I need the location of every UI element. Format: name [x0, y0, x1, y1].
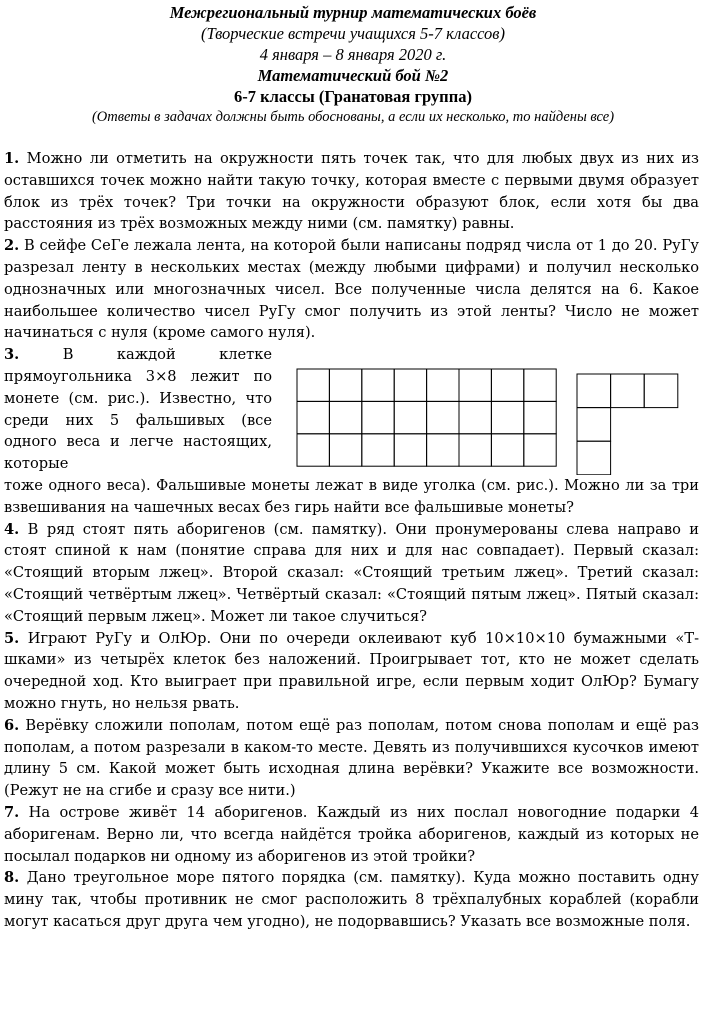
grid-cell — [394, 401, 426, 433]
grid-cell — [297, 434, 329, 466]
problem-1 — [4, 148, 699, 235]
grid-cell — [459, 369, 491, 401]
grid-cell — [297, 369, 329, 401]
grid-cell — [362, 369, 394, 401]
problem-number: 4. — [4, 520, 20, 538]
grid-cell — [491, 434, 523, 466]
problem-2 — [4, 235, 699, 344]
grid-cell — [524, 401, 556, 433]
grid-cell — [524, 434, 556, 466]
fake-coins-corner-figure — [576, 373, 680, 475]
corner-cell — [644, 374, 678, 408]
problems-list — [4, 148, 699, 933]
problem-text: В каждой клетке прямоугольника 3×8 лежит по монете (см. рис.). Известно, что среди них 5 фальшивых (все одного веса и легче настоящих, которые — [4, 346, 273, 473]
grid-cell — [329, 434, 361, 466]
problem-number: 3. — [4, 346, 20, 364]
grid-cell — [524, 369, 556, 401]
answers-note: (Ответы в задачах должны быть обоснованы, а если их несколько, то найдены все) — [91, 109, 615, 125]
problem-number: 1. — [4, 150, 20, 167]
problem-text: На острове живёт 14 аборигенов. Каждый из них послал новогодние подарки 4 аборигенам. Верно ли, что всегда найдётся тройка аборигенов, каждый из которых не посылал подарков ни одному из аборигенов из этой тройки? — [4, 803, 700, 865]
problem-7 — [4, 802, 699, 867]
problem-text: Можно ли отметить на окружности пять точек так, что для любых двух из них из оставшихся точек можно найти такую точку, которая вместе с первыми двумя образует блок из трёх точек? Три точки на окружности образуют блок, если хотя бы два расстояния из трёх возможных между ними (см. памятку) равны. — [4, 150, 699, 233]
problem-number: 6. — [4, 716, 20, 734]
problem-6 — [4, 715, 699, 802]
corner-cell — [577, 374, 611, 408]
grid-cell — [459, 434, 491, 466]
problem-text: В ряд стоят пять аборигенов (см. памятку). Они пронумерованы слева направо и стоят спиной к нам (понятие справа для них и для нас совпадает). Первый сказал: «Стоящий вторым лжец». Второй сказал: «Стоящий третьим лжец». Третий сказал: «Стоящий четвёртым лжец». Четвёртый сказал: «Стоящий пятым лжец». Пятый сказал: «Стоящий первым лжец». Может ли такое случиться? — [4, 520, 699, 625]
grid-cell — [362, 401, 394, 433]
coin-grid-figure — [296, 368, 558, 470]
document-header — [0, 2, 706, 127]
problem-4 — [4, 519, 699, 628]
problem-3-continued: тоже одного веса). Фальшивые монеты лежат в виде уголка (см. рис.). Можно ли за три взвешивания на чашечных весах без гирь найти все фальшивые монеты? — [4, 476, 699, 516]
problem-text: Дано треугольное море пятого порядка (см. памятку). Куда можно поставить одну мину так, чтобы противник не смог расположить 8 трёхпалубных кораблей (корабли могут касаться друг друга чем угодно), не подорвавшись? Указать все возможные поля. — [4, 869, 699, 930]
grid-cell — [329, 401, 361, 433]
grid-cell — [491, 401, 523, 433]
problem-text: В сейфе СеГе лежала лента, на которой были написаны подряд числа от 1 до 20. РуГу разрезал ленту в нескольких местах (между любыми цифрами) и получил несколько однозначных или многозначных чисел. Все полученные числа делятся на 6. Какое наибольшее количество чисел РуГу смог получить из этой ленты? Число не может начинаться с нуля (кроме самого нуля). — [4, 237, 700, 342]
grid-cell — [394, 369, 426, 401]
corner-cell — [577, 408, 611, 442]
problem-text: Играют РуГу и ОлЮр. Они по очереди оклеивают куб 10×10×10 бумажными «Т-шками» из четырёх клеток без наложений. Проигрывает тот, кто не может сделать очередной ход. Кто выиграет при правильной игре, если первым ходит ОлЮр? Бумагу можно гнуть, но нельзя рвать. — [4, 629, 700, 712]
problem-number: 2. — [4, 237, 20, 255]
corner-cell — [611, 374, 645, 408]
grid-cell — [427, 401, 459, 433]
group-title: 6-7 классы (Гранатовая группа) — [234, 87, 472, 106]
problem-number: 7. — [4, 803, 20, 821]
grid-cell — [427, 369, 459, 401]
tournament-title: Межрегиональный турнир математических боёв — [169, 3, 537, 22]
grid-cell — [394, 434, 426, 466]
problem-text: Верёвку сложили пополам, потом ещё раз пополам, потом снова пополам и ещё раз пополам, а потом разрезали в каком-то месте. Девять из получившихся кусочков имеют длину 5 см. Какой может быть исходная длина верёвки? Укажите все возможности. (Режут не на сгибе и сразу все нити.) — [4, 716, 699, 800]
problem-8 — [4, 867, 699, 932]
tournament-subtitle: (Творческие встречи учащихся 5-7 классов) — [201, 24, 505, 43]
grid-cell — [491, 369, 523, 401]
grid-cell — [329, 369, 361, 401]
corner-cell — [577, 441, 611, 475]
grid-cell — [362, 434, 394, 466]
grid-cell — [459, 401, 491, 433]
battle-title: Математический бой №2 — [257, 66, 449, 85]
problem-5 — [4, 628, 699, 715]
grid-cell — [427, 434, 459, 466]
tournament-dates: 4 января – 8 января 2020 г. — [259, 45, 447, 64]
problem-number: 8. — [4, 869, 20, 887]
problem-number: 5. — [4, 629, 20, 647]
grid-cell — [297, 401, 329, 433]
